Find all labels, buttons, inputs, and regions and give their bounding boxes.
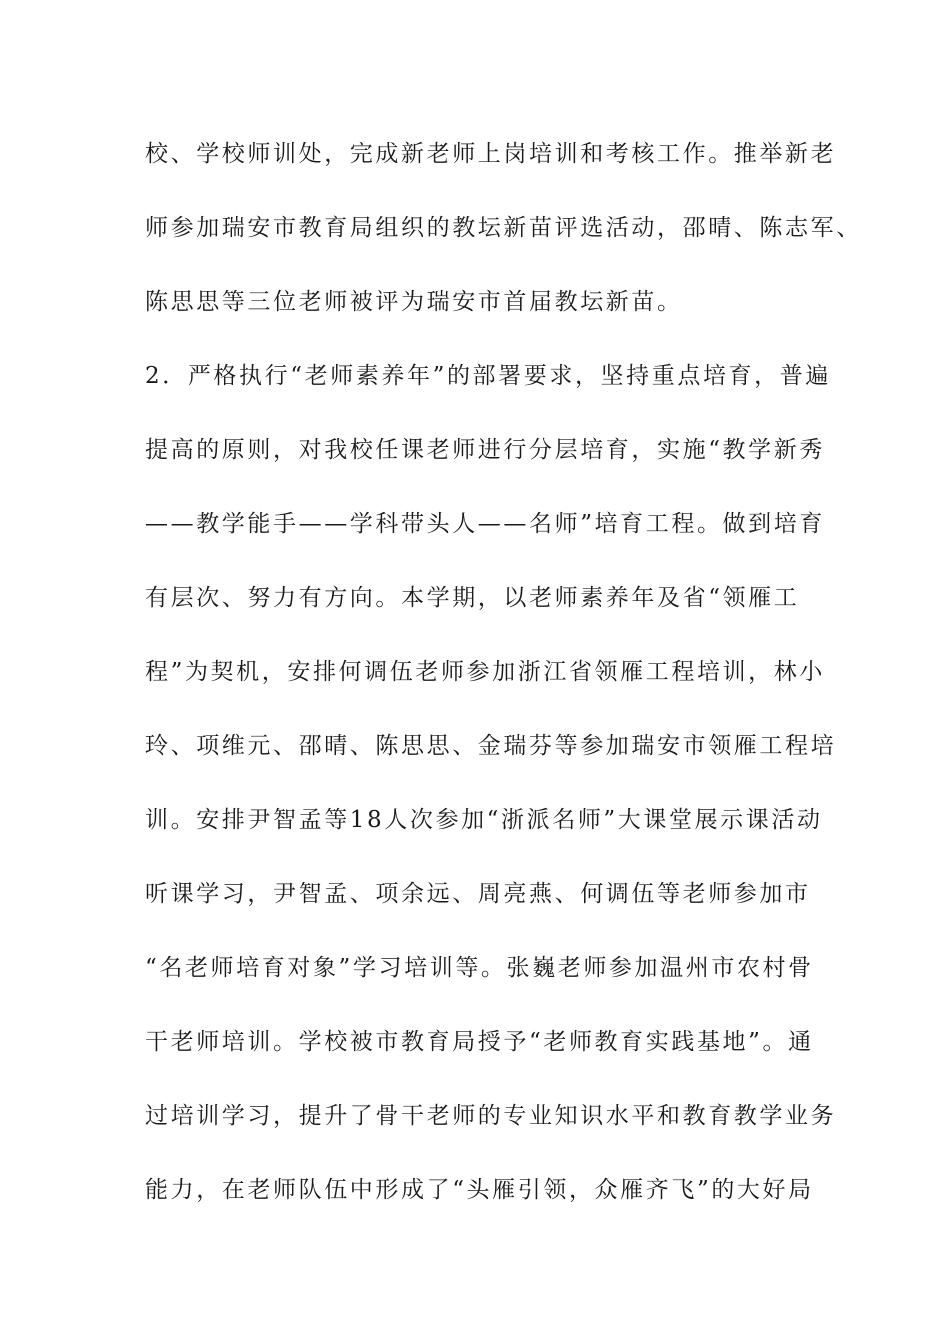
text-line-9: 玲、项维元、邵晴、陈思思、金瑞芬等参加瑞安市领雁工程培	[145, 733, 837, 759]
text-line-12: “名老师培育对象”学习培训等。张巍老师参加温州市农村骨	[145, 955, 814, 981]
text-line-6: ——教学能手——学科带头人——名师”培育工程。做到培育	[145, 511, 825, 537]
text-line-15: 能力，在老师队伍中形成了“头雁引领，众雁齐飞”的大好局	[145, 1177, 814, 1203]
text-line-10: 训。安排尹智孟等18人次参加“浙派名师”大课堂展示课活动	[145, 807, 823, 833]
text-line-5: 提高的原则，对我校任课老师进行分层培育，实施“教学新秀	[145, 437, 825, 463]
text-line-7: 有层次、努力有方向。本学期，以老师素养年及省“领雁工	[145, 585, 800, 611]
text-line-1: 校、学校师训处，完成新老师上岗培训和考核工作。推举新老	[145, 141, 837, 167]
text-line-14: 过培训学习，提升了骨干老师的专业知识水平和教育教学业务	[145, 1103, 837, 1129]
text-line-8: 程”为契机，安排何调伍老师参加浙江省领雁工程培训，林小	[145, 659, 825, 685]
text-line-11: 听课学习，尹智孟、项余远、周亮燕、何调伍等老师参加市	[145, 881, 811, 907]
text-line-2: 师参加瑞安市教育局组织的教坛新苗评选活动，邵晴、陈志军、	[145, 215, 862, 241]
body-text	[145, 130, 862, 1240]
text-line-13: 干老师培训。学校被市教育局授予“老师教育实践基地”。通	[145, 1029, 814, 1055]
text-line-3: 陈思思等三位老师被评为瑞安市首届教坛新苗。	[145, 289, 683, 315]
text-line-4: 2．严格执行“老师素养年”的部署要求，坚持重点培育，普遍	[145, 363, 831, 389]
